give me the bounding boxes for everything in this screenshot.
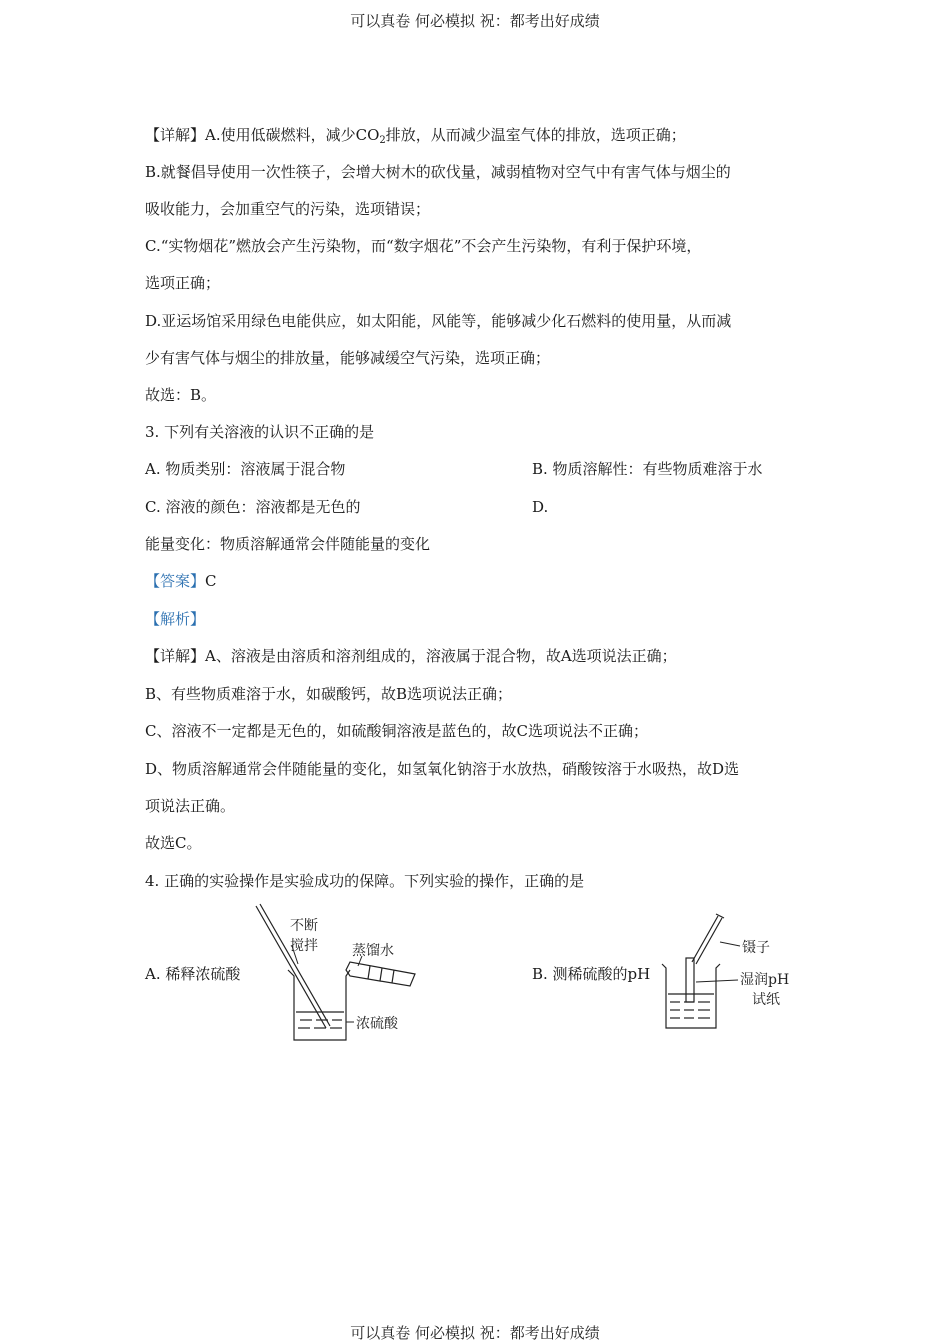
q2-detail-b1: B.就餐倡导使用一次性筷子，会增大树木的砍伐量，减弱植物对空气中有害气体与烟尘的 [145,163,731,181]
detail-a-text: A、溶液是由溶质和溶剂组成的，溶液属于混合物，故A选项说法正确； [205,647,677,665]
q2-detail-c2: 选项正确； [145,274,221,292]
q4-stem: 4. 正确的实验操作是实验成功的保障。下列实验的操作，正确的是 [145,872,585,890]
figure-measure-ph [660,910,810,1035]
paper-label-1: 湿润pH [740,972,790,988]
detail-tag: 【详解】 [145,126,206,144]
q3-detail-d1: D、物质溶解通常会伴随能量的变化，如氢氧化钠溶于水放热，硝酸铵溶于水吸热，故D选 [145,760,740,778]
figure-dilute-acid [250,900,430,1050]
stir-label-2: 搅拌 [290,938,318,954]
q4-option-b: B. 测稀硫酸的pH [532,965,651,983]
q2-detail-b2: 吸收能力，会加重空气的污染，选项错误； [145,200,431,218]
tweezers-icon [692,914,724,964]
q2-choice: 故选：B。 [145,386,217,404]
q3-detail-c: C、溶液不一定都是无色的，如硫酸铜溶液是蓝色的，故C选项说法不正确； [145,722,648,740]
q3-choice: 故选C。 [145,834,202,852]
answer-tag: 【答案】 [145,572,206,590]
test-tube-icon [346,962,415,986]
q2-detail-d2: 少有害气体与烟尘的排放量，能够减缓空气污染，选项正确； [145,349,551,367]
beaker-icon [288,970,350,1040]
q2-detail-a [145,125,686,151]
acid-label: 浓硫酸 [356,1016,398,1032]
q3-analysis-tag: 【解析】 [145,610,206,628]
tweezers-label: 镊子 [742,940,770,956]
q3-option-b: B. 物质溶解性：有些物质难溶于水 [532,460,763,478]
detail-a-post: 排放，从而减少温室气体的排放，选项正确； [385,126,686,144]
q3-option-d-text: 能量变化：物质溶解通常会伴随能量的变化 [145,535,431,553]
page-header: 可以真卷 何必模拟 祝：都考出好成绩 [350,12,600,30]
q2-detail-c1: C.“实物烟花”燃放会产生污染物，而“数字烟花”不会产生污染物，有利于保护环境， [145,237,702,255]
water-label: 蒸馏水 [352,943,394,959]
q3-option-a: A. 物质类别：溶液属于混合物 [145,460,346,478]
q3-detail-b: B、有些物质难溶于水，如碳酸钙，故B选项说法正确； [145,685,513,703]
co2-subscript: 2 [379,135,386,146]
answer-value: C [205,572,217,590]
q3-detail-d2: 项说法正确。 [145,797,236,815]
q2-detail-d1: D.亚运场馆采用绿色电能供应，如太阳能，风能等，能够减少化石燃料的使用量，从而减 [145,312,732,330]
q3-stem: 3. 下列有关溶液的认识不正确的是 [145,423,375,441]
stir-label-1: 不断 [290,918,318,934]
detail-a-pre: A.使用低碳燃料，减少CO [205,126,380,144]
q3-answer [145,571,217,591]
q3-option-c: C. 溶液的颜色：溶液都是无色的 [145,498,361,516]
beaker-icon [662,964,720,1028]
q3-detail-a [145,646,677,666]
page-footer: 可以真卷 何必模拟 祝：都考出好成绩 [350,1324,600,1342]
q3-option-d: D. [532,498,549,516]
paper-pointer [696,980,738,982]
paper-label-2: 试纸 [752,992,780,1008]
tweezers-pointer [720,942,740,946]
q4-option-a: A. 稀释浓硫酸 [145,965,241,983]
detail-tag: 【详解】 [145,647,206,665]
ph-paper-icon [686,958,694,1002]
